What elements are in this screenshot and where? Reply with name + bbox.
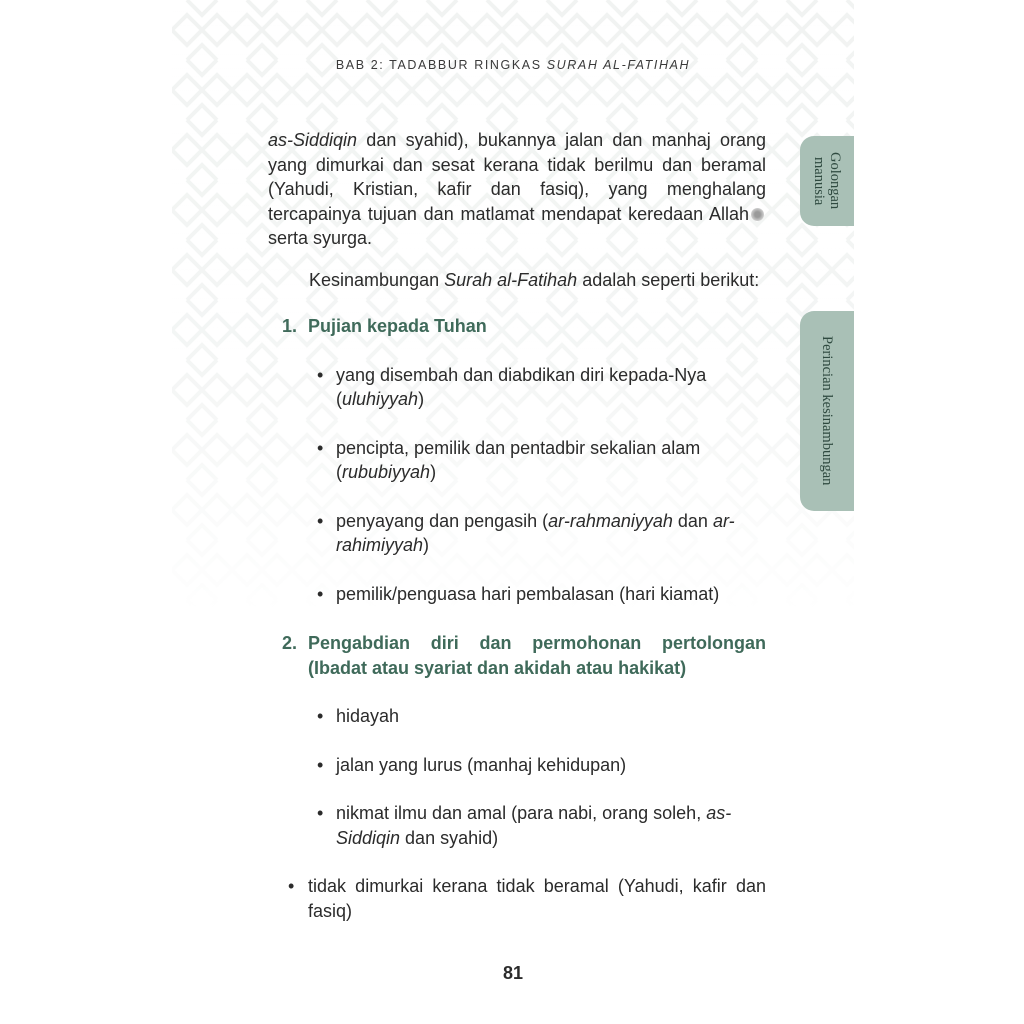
list-item: • hidayah (268, 704, 766, 729)
bullet-icon: • (288, 876, 295, 896)
running-head: BAB 2: TADABBUR RINGKAS SURAH AL-FATIHAH (335, 58, 691, 72)
bullet-icon: • (317, 706, 324, 726)
list-item: • nikmat ilmu dan amal (para nabi, orang soleh, as-Siddiqin dan syahid) (317, 803, 732, 848)
list-item: • pencipta, pemilik dan pentadbir sekalian alam (rububiyyah) (317, 437, 701, 482)
bullet-icon: • (317, 754, 324, 775)
side-tab-perincian-kesinambungan[interactable] (800, 311, 854, 511)
bullet-icon: • (317, 510, 324, 531)
section-heading-1: 1. Pujian kepada Tuhan (282, 316, 487, 336)
list-item: • penyayang dan pengasih (ar-rahmaniyyah dan ar-rahimiyyah) (317, 510, 735, 555)
section-1-list (268, 363, 766, 607)
bullet-icon: • (317, 364, 324, 385)
bullet-icon: • (317, 803, 324, 823)
side-tab-label: Golongan manusia (811, 152, 843, 210)
section-heading-2: 2. Pengabdian diri dan permohonan pertolongan (Ibadat atau syariat dan akidah atau hakikat) (282, 633, 766, 678)
list-item-outer: • tidak dimurkai kerana tidak beramal (Yahudi, kafir dan fasiq) (288, 876, 766, 921)
side-tab-golongan-manusia[interactable] (800, 136, 854, 226)
honorific-icon (751, 208, 764, 221)
paragraph-continuation: as-Siddiqin dan syahid), bukannya jalan dan manhaj orang yang dimurkai dan sesat kerana tidak berilmu dan beramal (Yahudi, Kristian, kafir dan fasiq), yang menghalang tercapainya tujuan dan matlamat mendapat keredaan Allah serta syurga. (268, 130, 766, 248)
page-number: 81 (502, 963, 524, 983)
section-2-list (268, 704, 766, 850)
bullet-icon: • (317, 583, 324, 604)
paragraph-intro: Kesinambungan Surah al-Fatihah adalah seperti berikut: (309, 269, 760, 290)
side-tab-label: Perincian kesinambungan (819, 336, 835, 486)
bullet-icon: • (317, 437, 324, 458)
list-item: • pemilik/penguasa hari pembalasan (hari kiamat) (268, 582, 766, 607)
body-text (268, 128, 766, 923)
book-page (172, 0, 854, 1024)
list-item: • yang disembah dan diabdikan diri kepada-Nya (uluhiyyah) (317, 364, 707, 409)
list-item: • jalan yang lurus (manhaj kehidupan) (268, 753, 766, 778)
